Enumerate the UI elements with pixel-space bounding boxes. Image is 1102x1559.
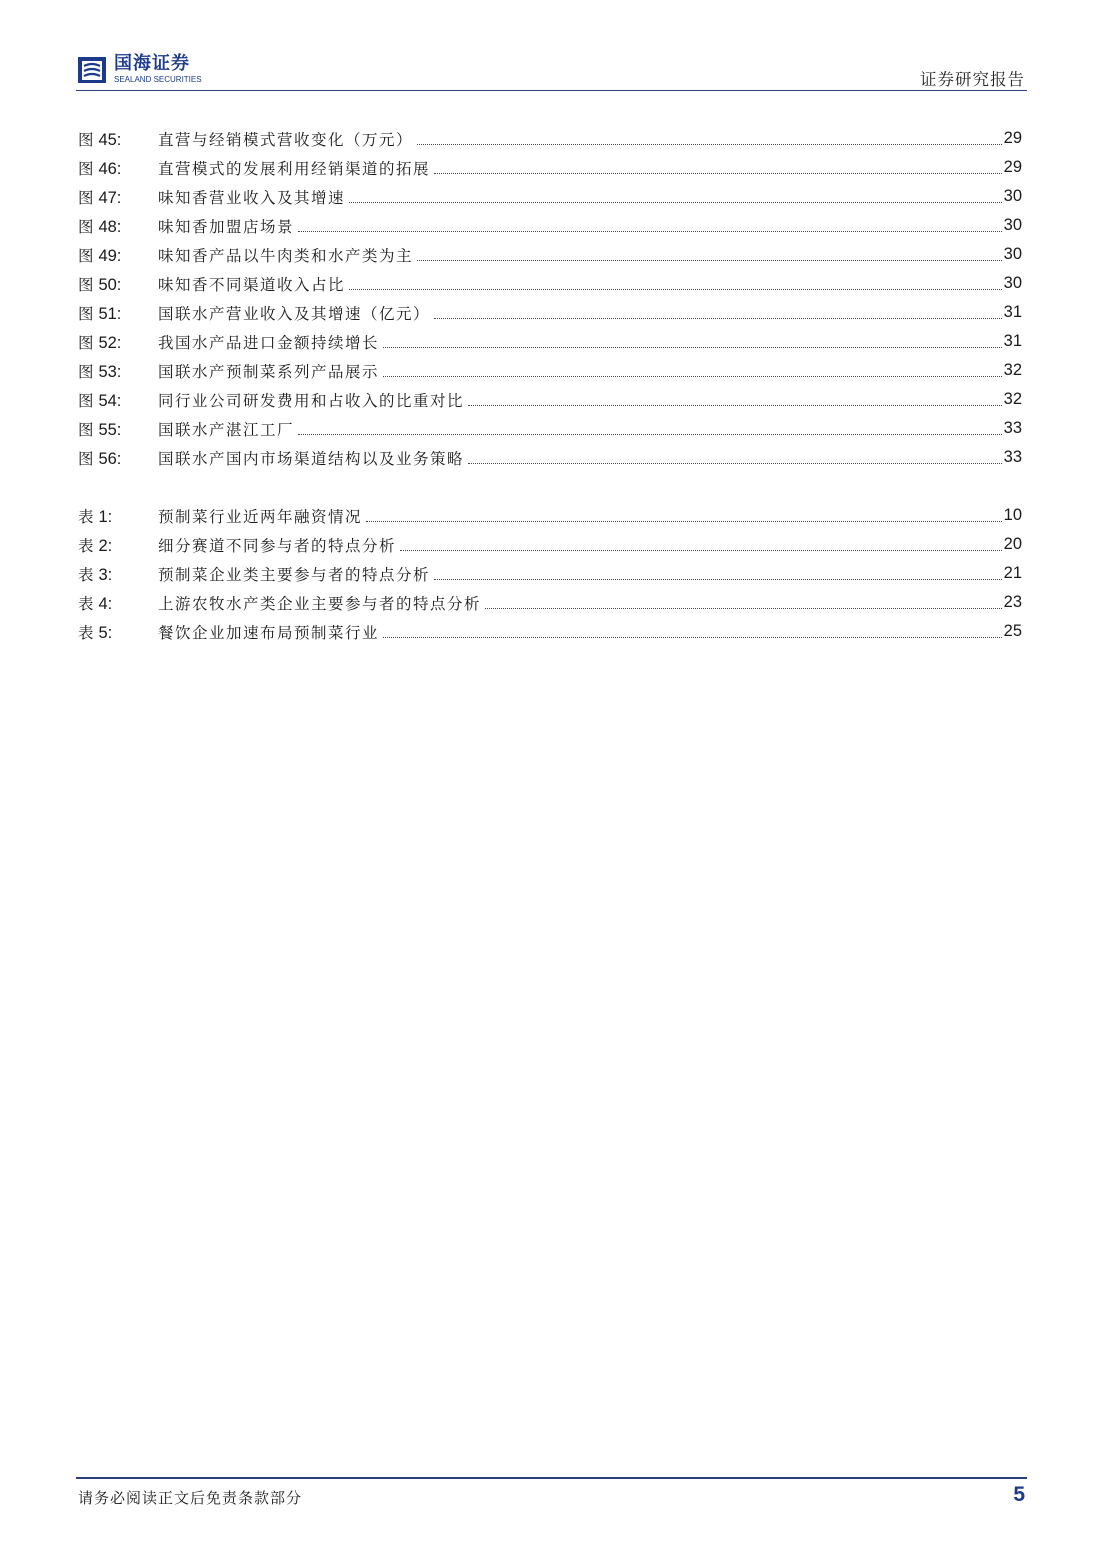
entry-label [78, 128, 158, 150]
entry-prefix: 图 [78, 246, 94, 265]
figure-entry[interactable] [78, 443, 1022, 472]
entry-page-number: 30 [1003, 187, 1022, 205]
table-entry[interactable] [78, 530, 1022, 559]
figure-entry[interactable] [78, 153, 1022, 182]
entry-label [78, 331, 158, 353]
dot-leader [468, 463, 1002, 464]
dot-leader [434, 318, 1002, 319]
entry-prefix: 图 [78, 188, 94, 207]
entry-prefix: 图 [78, 217, 94, 236]
entry-page-number: 30 [1003, 245, 1022, 263]
entry-number: 52: [98, 333, 122, 352]
entry-page-number: 32 [1003, 390, 1022, 408]
entry-title: 国联水产国内市场渠道结构以及业务策略 [158, 449, 465, 468]
entry-label [78, 389, 158, 411]
table-of-contents [78, 124, 1022, 646]
entry-page-number: 21 [1003, 564, 1022, 582]
dot-leader [417, 144, 1002, 145]
entry-label [78, 592, 158, 614]
figure-entry[interactable] [78, 124, 1022, 153]
entry-prefix: 图 [78, 275, 94, 294]
entry-label [78, 418, 158, 440]
figure-list [78, 124, 1022, 472]
table-entry[interactable] [78, 559, 1022, 588]
entry-page-number: 23 [1003, 593, 1022, 611]
entry-title: 上游农牧水产类企业主要参与者的特点分析 [158, 594, 482, 613]
entry-number: 55: [98, 420, 122, 439]
entry-prefix: 表 [78, 565, 94, 584]
dot-leader [400, 550, 1002, 551]
entry-prefix: 图 [78, 362, 94, 381]
entry-prefix: 表 [78, 536, 94, 555]
entry-prefix: 图 [78, 304, 94, 323]
entry-page-number: 33 [1003, 448, 1022, 466]
entry-label [78, 447, 158, 469]
entry-page-number: 30 [1003, 274, 1022, 292]
entry-label [78, 186, 158, 208]
table-list [78, 501, 1022, 646]
entry-prefix: 表 [78, 507, 94, 526]
dot-leader [383, 347, 1002, 348]
list-gap [78, 472, 1022, 501]
entry-prefix: 图 [78, 449, 94, 468]
entry-number: 47: [98, 188, 122, 207]
header-divider [76, 90, 1027, 92]
dot-leader [434, 173, 1002, 174]
page-footer [76, 1477, 1027, 1513]
figure-entry[interactable] [78, 269, 1022, 298]
entry-prefix: 表 [78, 623, 94, 642]
table-entry[interactable] [78, 501, 1022, 530]
entry-label [78, 244, 158, 266]
entry-title: 国联水产预制菜系列产品展示 [158, 362, 380, 381]
entry-title: 预制菜行业近两年融资情况 [158, 507, 363, 526]
figure-entry[interactable] [78, 327, 1022, 356]
entry-title: 同行业公司研发费用和占收入的比重对比 [158, 391, 465, 410]
entry-title: 味知香不同渠道收入占比 [158, 275, 346, 294]
entry-page-number: 10 [1003, 506, 1022, 524]
figure-entry[interactable] [78, 298, 1022, 327]
entry-label [78, 563, 158, 585]
dot-leader [349, 202, 1002, 203]
dot-leader [417, 260, 1002, 261]
entry-label [78, 505, 158, 527]
entry-page-number: 31 [1003, 303, 1022, 321]
footer-divider [76, 1477, 1027, 1479]
entry-label [78, 215, 158, 237]
table-entry[interactable] [78, 617, 1022, 646]
entry-page-number: 29 [1003, 158, 1022, 176]
entry-prefix: 图 [78, 391, 94, 410]
dot-leader [298, 231, 1002, 232]
entry-page-number: 31 [1003, 332, 1022, 350]
page-number: 5 [1013, 1483, 1025, 1506]
entry-number: 45: [98, 130, 122, 149]
entry-number: 5: [98, 623, 113, 642]
logo-english-name: SEALAND SECURITIES [114, 75, 202, 84]
entry-number: 50: [98, 275, 122, 294]
entry-title: 国联水产营业收入及其增速（亿元） [158, 304, 431, 323]
dot-leader [383, 376, 1002, 377]
entry-page-number: 33 [1003, 419, 1022, 437]
report-type-label: 证券研究报告 [920, 70, 1025, 89]
entry-number: 48: [98, 217, 122, 236]
entry-title: 直营模式的发展利用经销渠道的拓展 [158, 159, 431, 178]
entry-label [78, 621, 158, 643]
entry-number: 1: [98, 507, 113, 526]
dot-leader [434, 579, 1002, 580]
entry-title: 味知香产品以牛肉类和水产类为主 [158, 246, 414, 265]
dot-leader [383, 637, 1002, 638]
entry-page-number: 20 [1003, 535, 1022, 553]
table-entry[interactable] [78, 588, 1022, 617]
sealand-logo-icon [76, 54, 108, 86]
entry-prefix: 图 [78, 333, 94, 352]
disclaimer-text: 请务必阅读正文后免责条款部分 [78, 1489, 303, 1507]
dot-leader [468, 405, 1002, 406]
entry-label [78, 302, 158, 324]
figure-entry[interactable] [78, 414, 1022, 443]
entry-title: 国联水产湛江工厂 [158, 420, 295, 439]
dot-leader [349, 289, 1002, 290]
entry-number: 3: [98, 565, 113, 584]
figure-entry[interactable] [78, 385, 1022, 414]
entry-number: 49: [98, 246, 122, 265]
entry-prefix: 图 [78, 159, 94, 178]
entry-number: 2: [98, 536, 113, 555]
entry-title: 直营与经销模式营收变化（万元） [158, 130, 414, 149]
entry-label [78, 360, 158, 382]
entry-title: 餐饮企业加速布局预制菜行业 [158, 623, 380, 642]
entry-number: 51: [98, 304, 122, 323]
entry-number: 53: [98, 362, 122, 381]
entry-number: 4: [98, 594, 113, 613]
entry-page-number: 25 [1003, 622, 1022, 640]
entry-number: 46: [98, 159, 122, 178]
dot-leader [485, 608, 1002, 609]
entry-prefix: 图 [78, 420, 94, 439]
entry-prefix: 表 [78, 594, 94, 613]
page-header [76, 46, 1027, 91]
entry-title: 预制菜企业类主要参与者的特点分析 [158, 565, 431, 584]
dot-leader [298, 434, 1002, 435]
entry-title: 味知香加盟店场景 [158, 217, 295, 236]
entry-page-number: 29 [1003, 129, 1022, 147]
entry-label [78, 273, 158, 295]
entry-number: 54: [98, 391, 122, 410]
figure-entry[interactable] [78, 182, 1022, 211]
figure-entry[interactable] [78, 356, 1022, 385]
logo-chinese-name: 国海证券 [114, 53, 190, 74]
entry-page-number: 30 [1003, 216, 1022, 234]
entry-page-number: 32 [1003, 361, 1022, 379]
entry-number: 56: [98, 449, 122, 468]
figure-entry[interactable] [78, 211, 1022, 240]
entry-prefix: 图 [78, 130, 94, 149]
figure-entry[interactable] [78, 240, 1022, 269]
dot-leader [366, 521, 1002, 522]
entry-label [78, 157, 158, 179]
entry-title: 我国水产品进口金额持续增长 [158, 333, 380, 352]
entry-title: 细分赛道不同参与者的特点分析 [158, 536, 397, 555]
company-logo [76, 54, 202, 88]
entry-title: 味知香营业收入及其增速 [158, 188, 346, 207]
entry-label [78, 534, 158, 556]
